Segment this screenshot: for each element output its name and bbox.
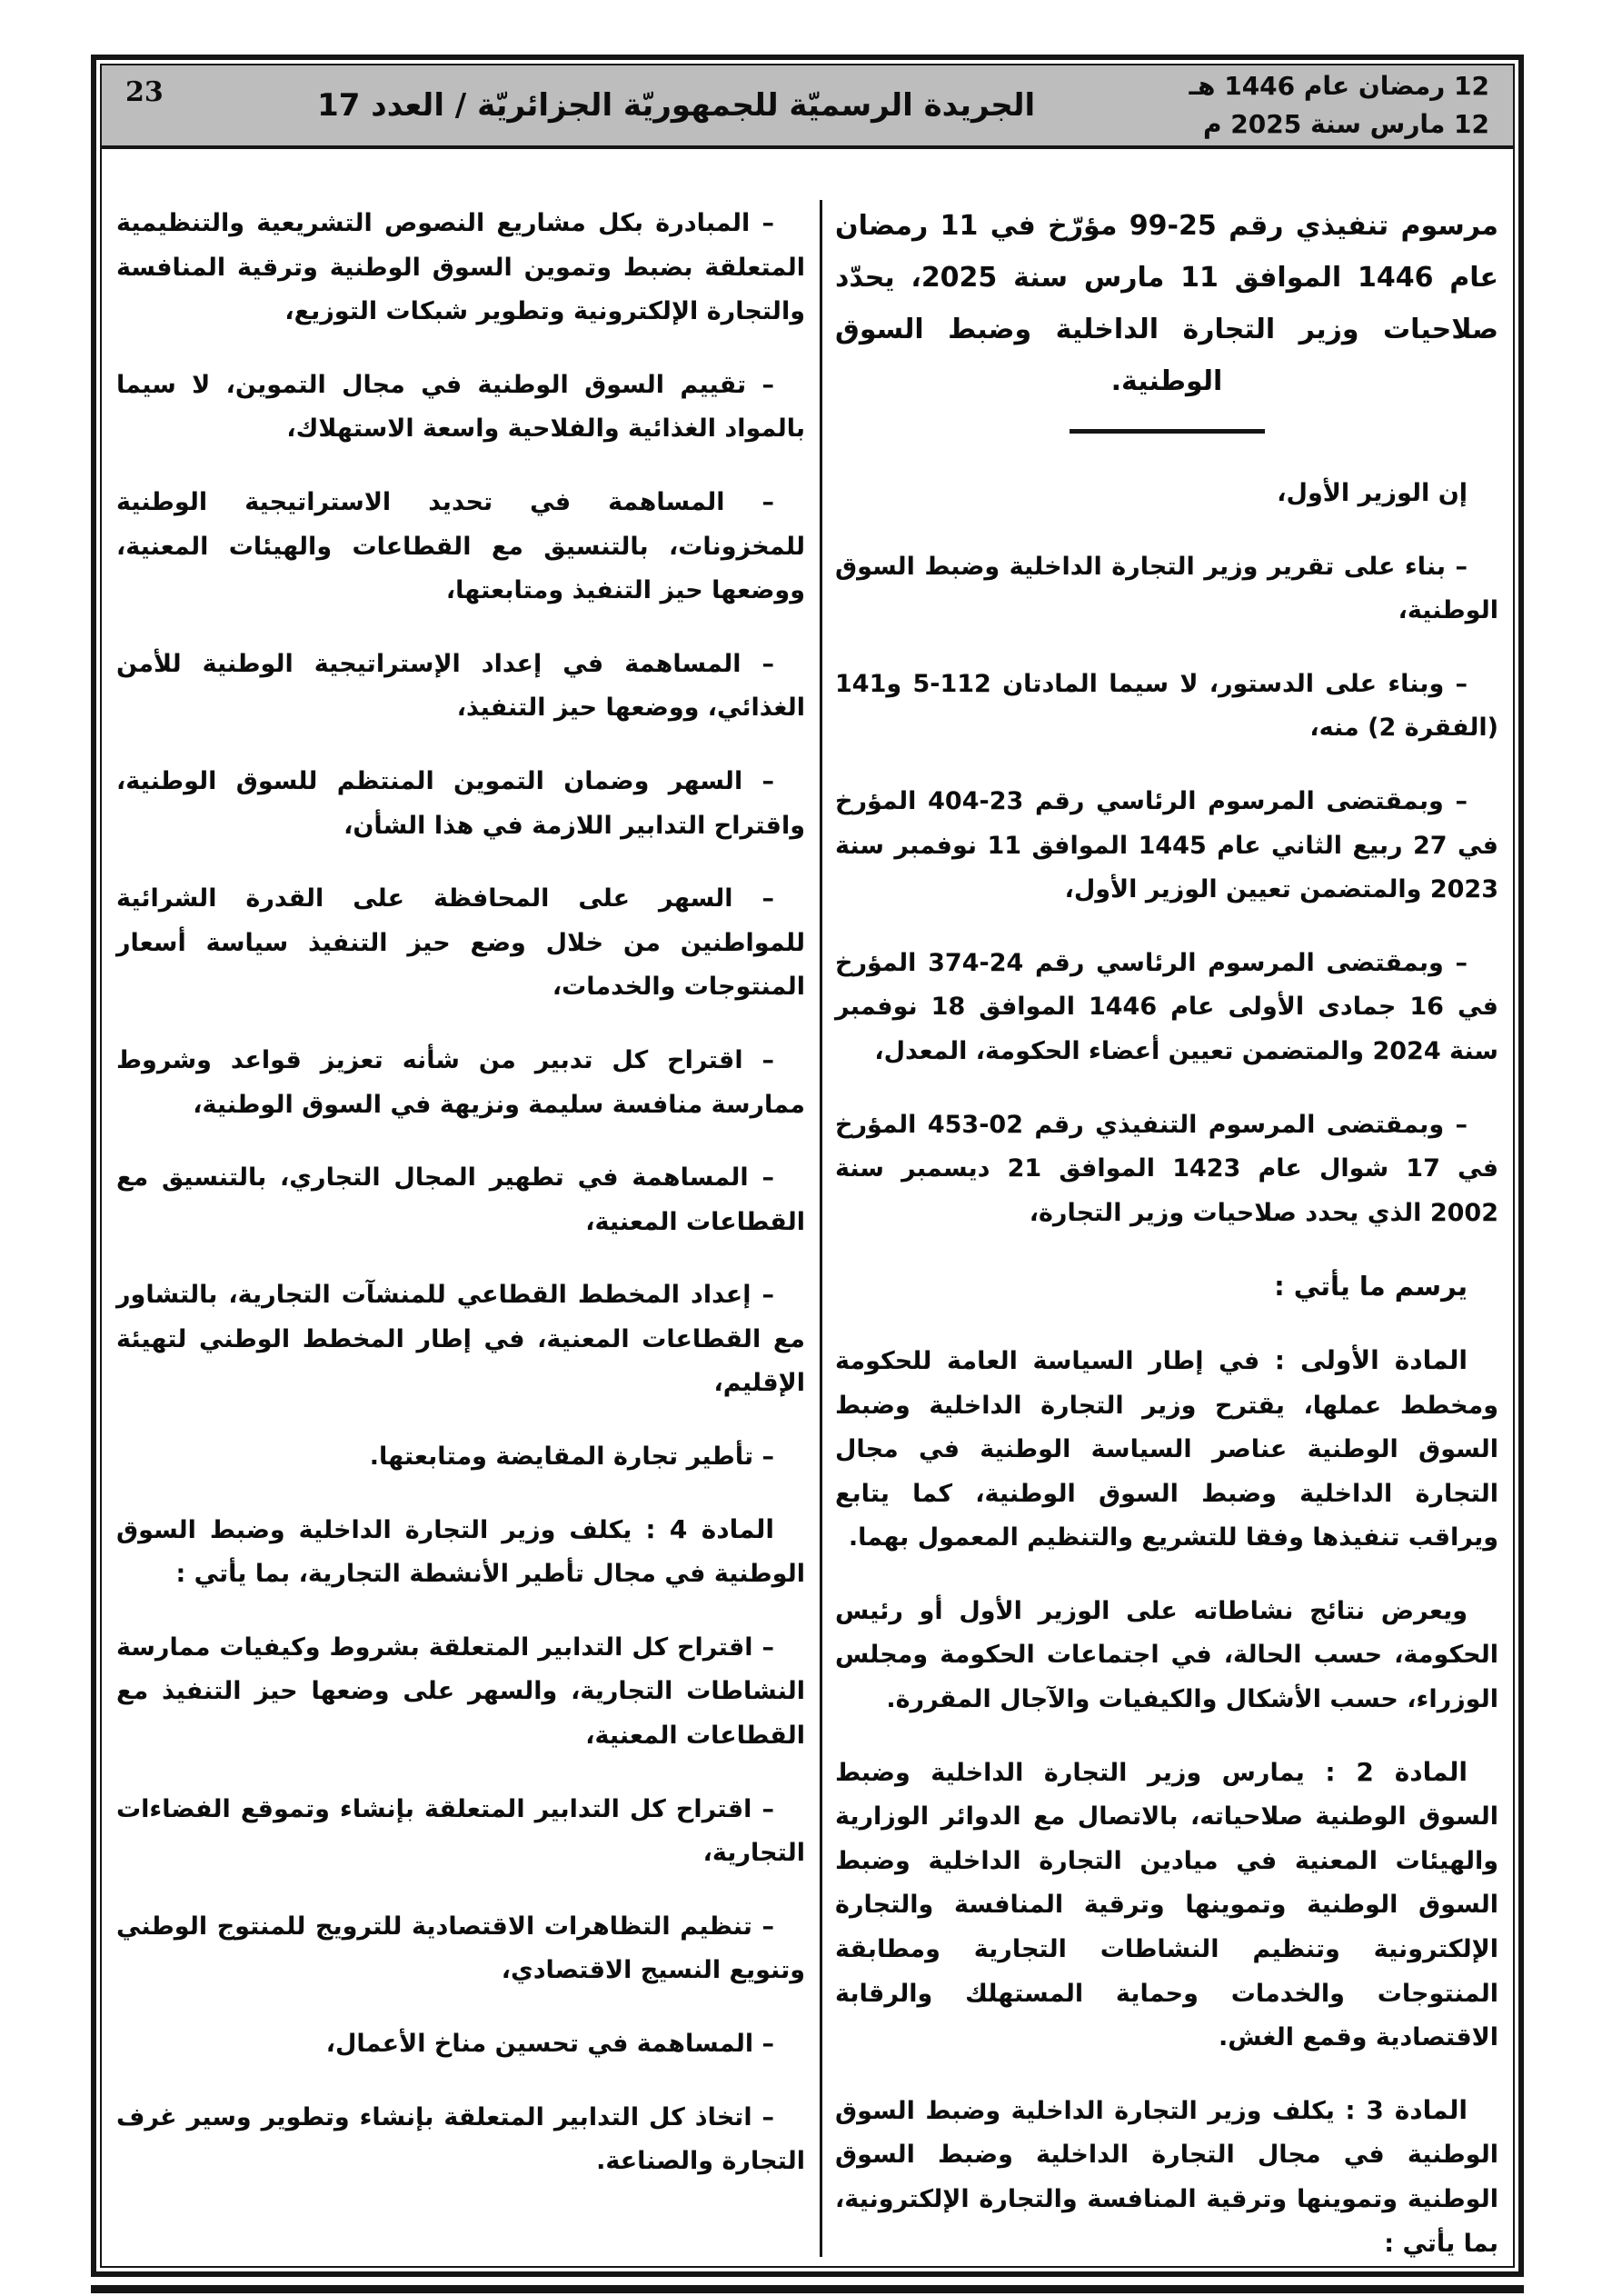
visa-clause: – وبمقتضى المرسوم الرئاسي رقم 23-404 المؤرخ في 27 ربيع الثاني عام 1445 الموافق 11 نوفمبر سنة 2023 والمتضمن تعيين الوزير الأول،	[835, 786, 1498, 904]
list-item: – المساهمة في تحديد الاستراتيجية الوطنية للمخزونات، بالتنسيق مع القطاعات والهيئات المعنية، ووضعها حيز التنفيذ ومتابعتها،	[116, 487, 805, 605]
list-item: – المساهمة في تحسين مناخ الأعمال،	[325, 2030, 774, 2058]
page-frame-inner	[100, 64, 1515, 2268]
list-item: – اقتراح كل التدابير المتعلقة بشروط وكيفيات ممارسة النشاطات التجارية، والسهر على وضعها حيز التنفيذ مع القطاعات المعنية،	[116, 1632, 805, 1751]
column-right	[822, 200, 1498, 2257]
list-item: – المبادرة بكل مشاريع النصوص التشريعية والتنظيمية المتعلقة بضبط وتموين السوق الوطنية وترقية المنافسة والتجارة الإلكترونية وتطوير شبكات التوزيع،	[116, 209, 805, 326]
title-divider	[1070, 429, 1265, 434]
list-item: – المساهمة في إعداد الإستراتيجية الوطنية للأمن الغذائي، ووضعها حيز التنفيذ،	[116, 649, 805, 723]
page-number: 23	[125, 76, 164, 108]
enacting-clause: يرسم ما يأتي :	[1274, 1271, 1468, 1303]
list-item: – تنظيم التظاهرات الاقتصادية للترويج للمنتوج الوطني وتنويع النسيج الاقتصادي،	[116, 1912, 805, 1985]
visa-clause: – وبناء على الدستور، لا سيما المادتان 112-5 و141 (الفقرة 2) منه،	[835, 669, 1498, 743]
article-4-paragraph: المادة 4 : يكلف وزير التجارة الداخلية وضبط السوق الوطنية في مجال تأطير الأنشطة التجارية، بما يأتي :	[116, 1513, 805, 1589]
decree-title: مرسوم تنفيذي رقم 25-99 مؤرّخ في 11 رمضان عام 1446 الموافق 11 مارس سنة 2025، يحدّد صلاحيات وزير التجارة الداخلية وضبط السوق الوطنية.	[835, 210, 1499, 397]
list-item: – السهر على المحافظة على القدرة الشرائية للمواطنين من خلال وضع حيز التنفيذ سياسة أسعار المنتوجات والخدمات،	[116, 884, 805, 1002]
list-item: – اقتراح كل التدابير المتعلقة بإنشاء وتموقع الفضاءات التجارية،	[116, 1794, 805, 1868]
article-2-paragraph: المادة 2 : يمارس وزير التجارة الداخلية وضبط السوق الوطنية صلاحياته، بالاتصال مع الدوائر الوزارية والهيئات المعنية في ميادين التجارة الداخلية وضبط السوق الوطنية وتموينها وترقية المنافسة والتجارة الإلكترونية وتنظيم النشاطات التجارية ومطابقة المنتوجات والخدمات وحماية المستهلك والرقابة الاقتصادية وقمع الغش.	[835, 1756, 1498, 2052]
date-gregorian: 12 مارس سنة 2025 م	[1203, 109, 1489, 139]
list-item: – تأطير تجارة المقايضة ومتابعتها.	[369, 1442, 774, 1472]
date-hijri: 12 رمضان عام 1446 هـ	[1189, 71, 1489, 101]
visa-clause: – وبمقتضى المرسوم التنفيذي رقم 02-453 المؤرخ في 17 شوال عام 1423 الموافق 21 ديسمبر سنة 2002 الذي يحدد صلاحيات وزير التجارة،	[835, 1110, 1499, 1227]
article-1-paragraph: المادة الأولى : في إطار السياسة العامة للحكومة ومخطط عملها، يقترح وزير التجارة الداخلية وضبط السوق الوطنية عناصر السياسة الوطنية في مجال التجارة الداخلية وضبط السوق الوطنية، كما يتابع ويراقب تنفيذها وفقا للتشريع والتنظيم المعمول بهما.	[835, 1344, 1498, 1552]
list-item: – السهر وضمان التموين المنتظم للسوق الوطنية، واقتراح التدابير اللازمة في هذا الشأن،	[116, 766, 805, 840]
list-item: – اتخاذ كل التدابير المتعلقة بإنشاء وتطوير وسير غرف التجارة والصناعة.	[116, 2102, 805, 2176]
header-dates	[1189, 67, 1489, 144]
article-3-paragraph: المادة 3 : يكلف وزير التجارة الداخلية وضبط السوق الوطنية في مجال التجارة الداخلية وضبط السوق الوطنية وتموينها وترقية المنافسة والتجارة الإلكترونية، بما يأتي :	[835, 2094, 1498, 2258]
bottom-rule	[91, 2285, 1524, 2293]
list-item: – تقييم السوق الوطنية في مجال التموين، لا سيما بالمواد الغذائية والفلاحية واسعة الاستهلاك،	[116, 370, 805, 444]
page-frame	[91, 55, 1524, 2277]
journal-title: الجريدة الرسميّة للجمهوريّة الجزائريّة / العدد 17	[317, 87, 1036, 124]
list-item: – إعداد المخطط القطاعي للمنشآت التجارية، بالتشاور مع القطاعات المعنية، في إطار المخطط الوطني لتهيئة الإقليم،	[116, 1281, 805, 1398]
visa-clause: – وبمقتضى المرسوم الرئاسي رقم 24-374 المؤرخ في 16 جمادى الأولى عام 1446 الموافق 18 نوفمبر سنة 2024 والمتضمن تعيين أعضاء الحكومة، المعدل،	[835, 948, 1498, 1065]
preamble-opener: إن الوزير الأول،	[1277, 479, 1468, 507]
visa-clause: – بناء على تقرير وزير التجارة الداخلية وضبط السوق الوطنية،	[835, 552, 1498, 625]
page-content	[102, 149, 1513, 2266]
list-item: – اقتراح كل تدبير من شأنه تعزيز قواعد وشروط ممارسة منافسة سليمة ونزيهة في السوق الوطنية،	[116, 1045, 805, 1119]
header-band	[102, 65, 1513, 149]
list-item: – المساهمة في تطهير المجال التجاري، بالتنسيق مع القطاعات المعنية،	[116, 1163, 805, 1236]
column-divider	[820, 200, 822, 2257]
article-1-continuation: ويعرض نتائج نشاطاته على الوزير الأول أو رئيس الحكومة، حسب الحالة، في اجتماعات الحكومة ومجلس الوزراء، حسب الأشكال والكيفيات والآجال المقررة.	[835, 1596, 1498, 1714]
column-left	[116, 200, 820, 2257]
